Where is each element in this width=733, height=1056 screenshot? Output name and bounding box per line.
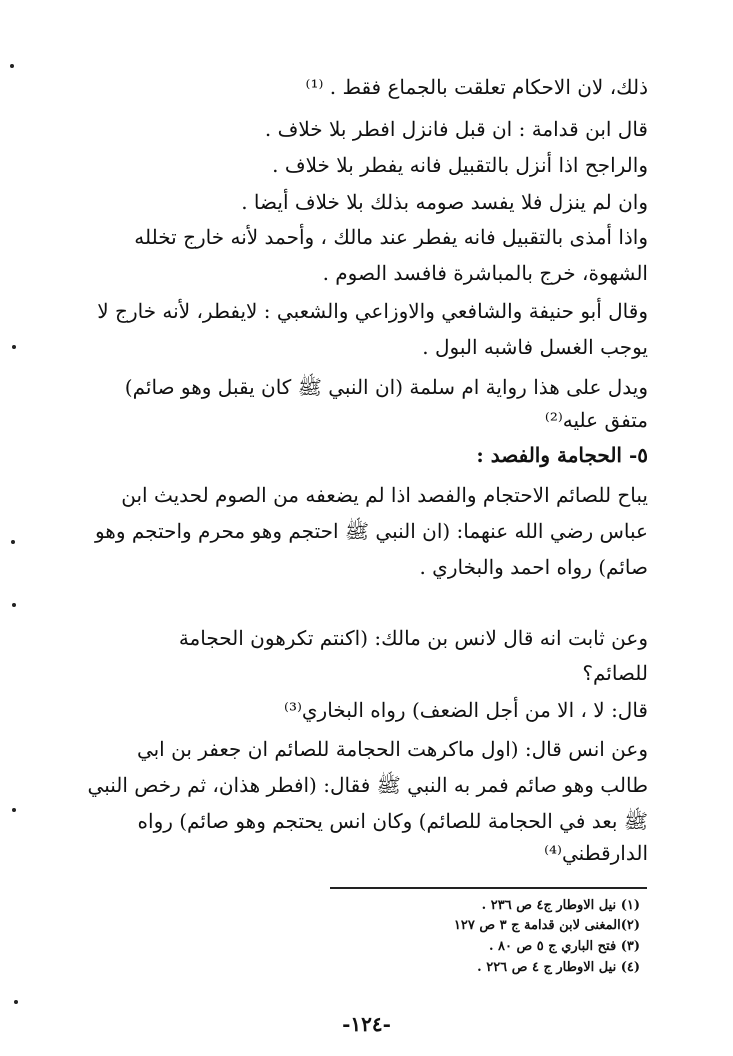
text-line: ذلك، لان الاحكام تعلقت بالجماع فقط . ⁽¹⁾: [305, 75, 648, 99]
text-line: طالب وهو صائم فمر به النبي ﷺ فقال: (افطر هذان، ثم رخص النبي: [87, 773, 648, 797]
text-line: وعن انس قال: (اول ماكرهت الحجامة للصائم ان جعفر بن ابي: [136, 737, 648, 761]
scan-speck: [12, 603, 16, 607]
text-line: يوجب الغسل فاشبه البول .: [422, 335, 648, 359]
text-line: قال: لا ، الا من أجل الضعف) رواه البخاري⁽³⁾: [284, 698, 648, 722]
text-line: وان لم ينزل فلا يفسد صومه بذلك بلا خلاف أيضا .: [241, 190, 648, 214]
text-line: ويدل على هذا رواية ام سلمة (ان النبي ﷺ كان يقبل وهو صائم): [124, 375, 648, 399]
text-line: للصائم؟: [582, 661, 648, 685]
text-line: صائم) رواه احمد والبخاري .: [419, 555, 648, 579]
scan-speck: [12, 345, 16, 349]
text-line: الدارقطني⁽⁴⁾: [544, 841, 648, 865]
text-line: الشهوة، خرج بالمباشرة فافسد الصوم .: [322, 261, 648, 285]
text-line: واذا أمذى بالتقبيل فانه يفطر عند مالك ، وأحمد لأنه خارج تخلله: [134, 225, 648, 249]
footnote: (٤) نيل الاوطار ج ٤ ص ٢٢٦ .: [477, 960, 640, 975]
footnote: (٢)المغنى لابن قدامة ج ٣ ص ١٢٧: [453, 918, 640, 933]
footnote: (١) نيل الاوطار ج٤ ص ٢٣٦ .: [481, 898, 640, 913]
page-number: -١٢٤-: [342, 1012, 391, 1036]
text-line: ﷺ بعد في الحجامة للصائم) وكان انس يحتجم وهو صائم) رواه: [137, 809, 648, 833]
text-line: وعن ثابت انه قال لانس بن مالك: (اكنتم تكرهون الحجامة: [178, 626, 648, 650]
scan-speck: [12, 808, 16, 812]
text-line: يباح للصائم الاحتجام والفصد اذا لم يضعفه من الصوم لحديث ابن: [121, 483, 648, 507]
text-line: وقال أبو حنيفة والشافعي والاوزاعي والشعبي : لايفطر، لأنه خارج لا: [97, 299, 648, 323]
text-line: والراجح اذا أنزل بالتقبيل فانه يفطر بلا خلاف .: [272, 153, 648, 177]
footnote-divider: [330, 887, 647, 889]
footnote: (٣) فتح الباري ج ٥ ص ٨٠ .: [488, 939, 640, 954]
text-line: متفق عليه⁽²⁾: [544, 408, 648, 432]
scan-speck: [11, 540, 15, 544]
scan-speck: [14, 1000, 18, 1004]
text-line: قال ابن قدامة : ان قبل فانزل افطر بلا خلاف .: [264, 117, 648, 141]
scan-speck: [10, 64, 14, 68]
text-line: عباس رضي الله عنهما: (ان النبي ﷺ احتجم وهو محرم واحتجم وهو: [94, 519, 648, 543]
section-heading: ٥- الحجامة والفصد :: [476, 443, 648, 467]
